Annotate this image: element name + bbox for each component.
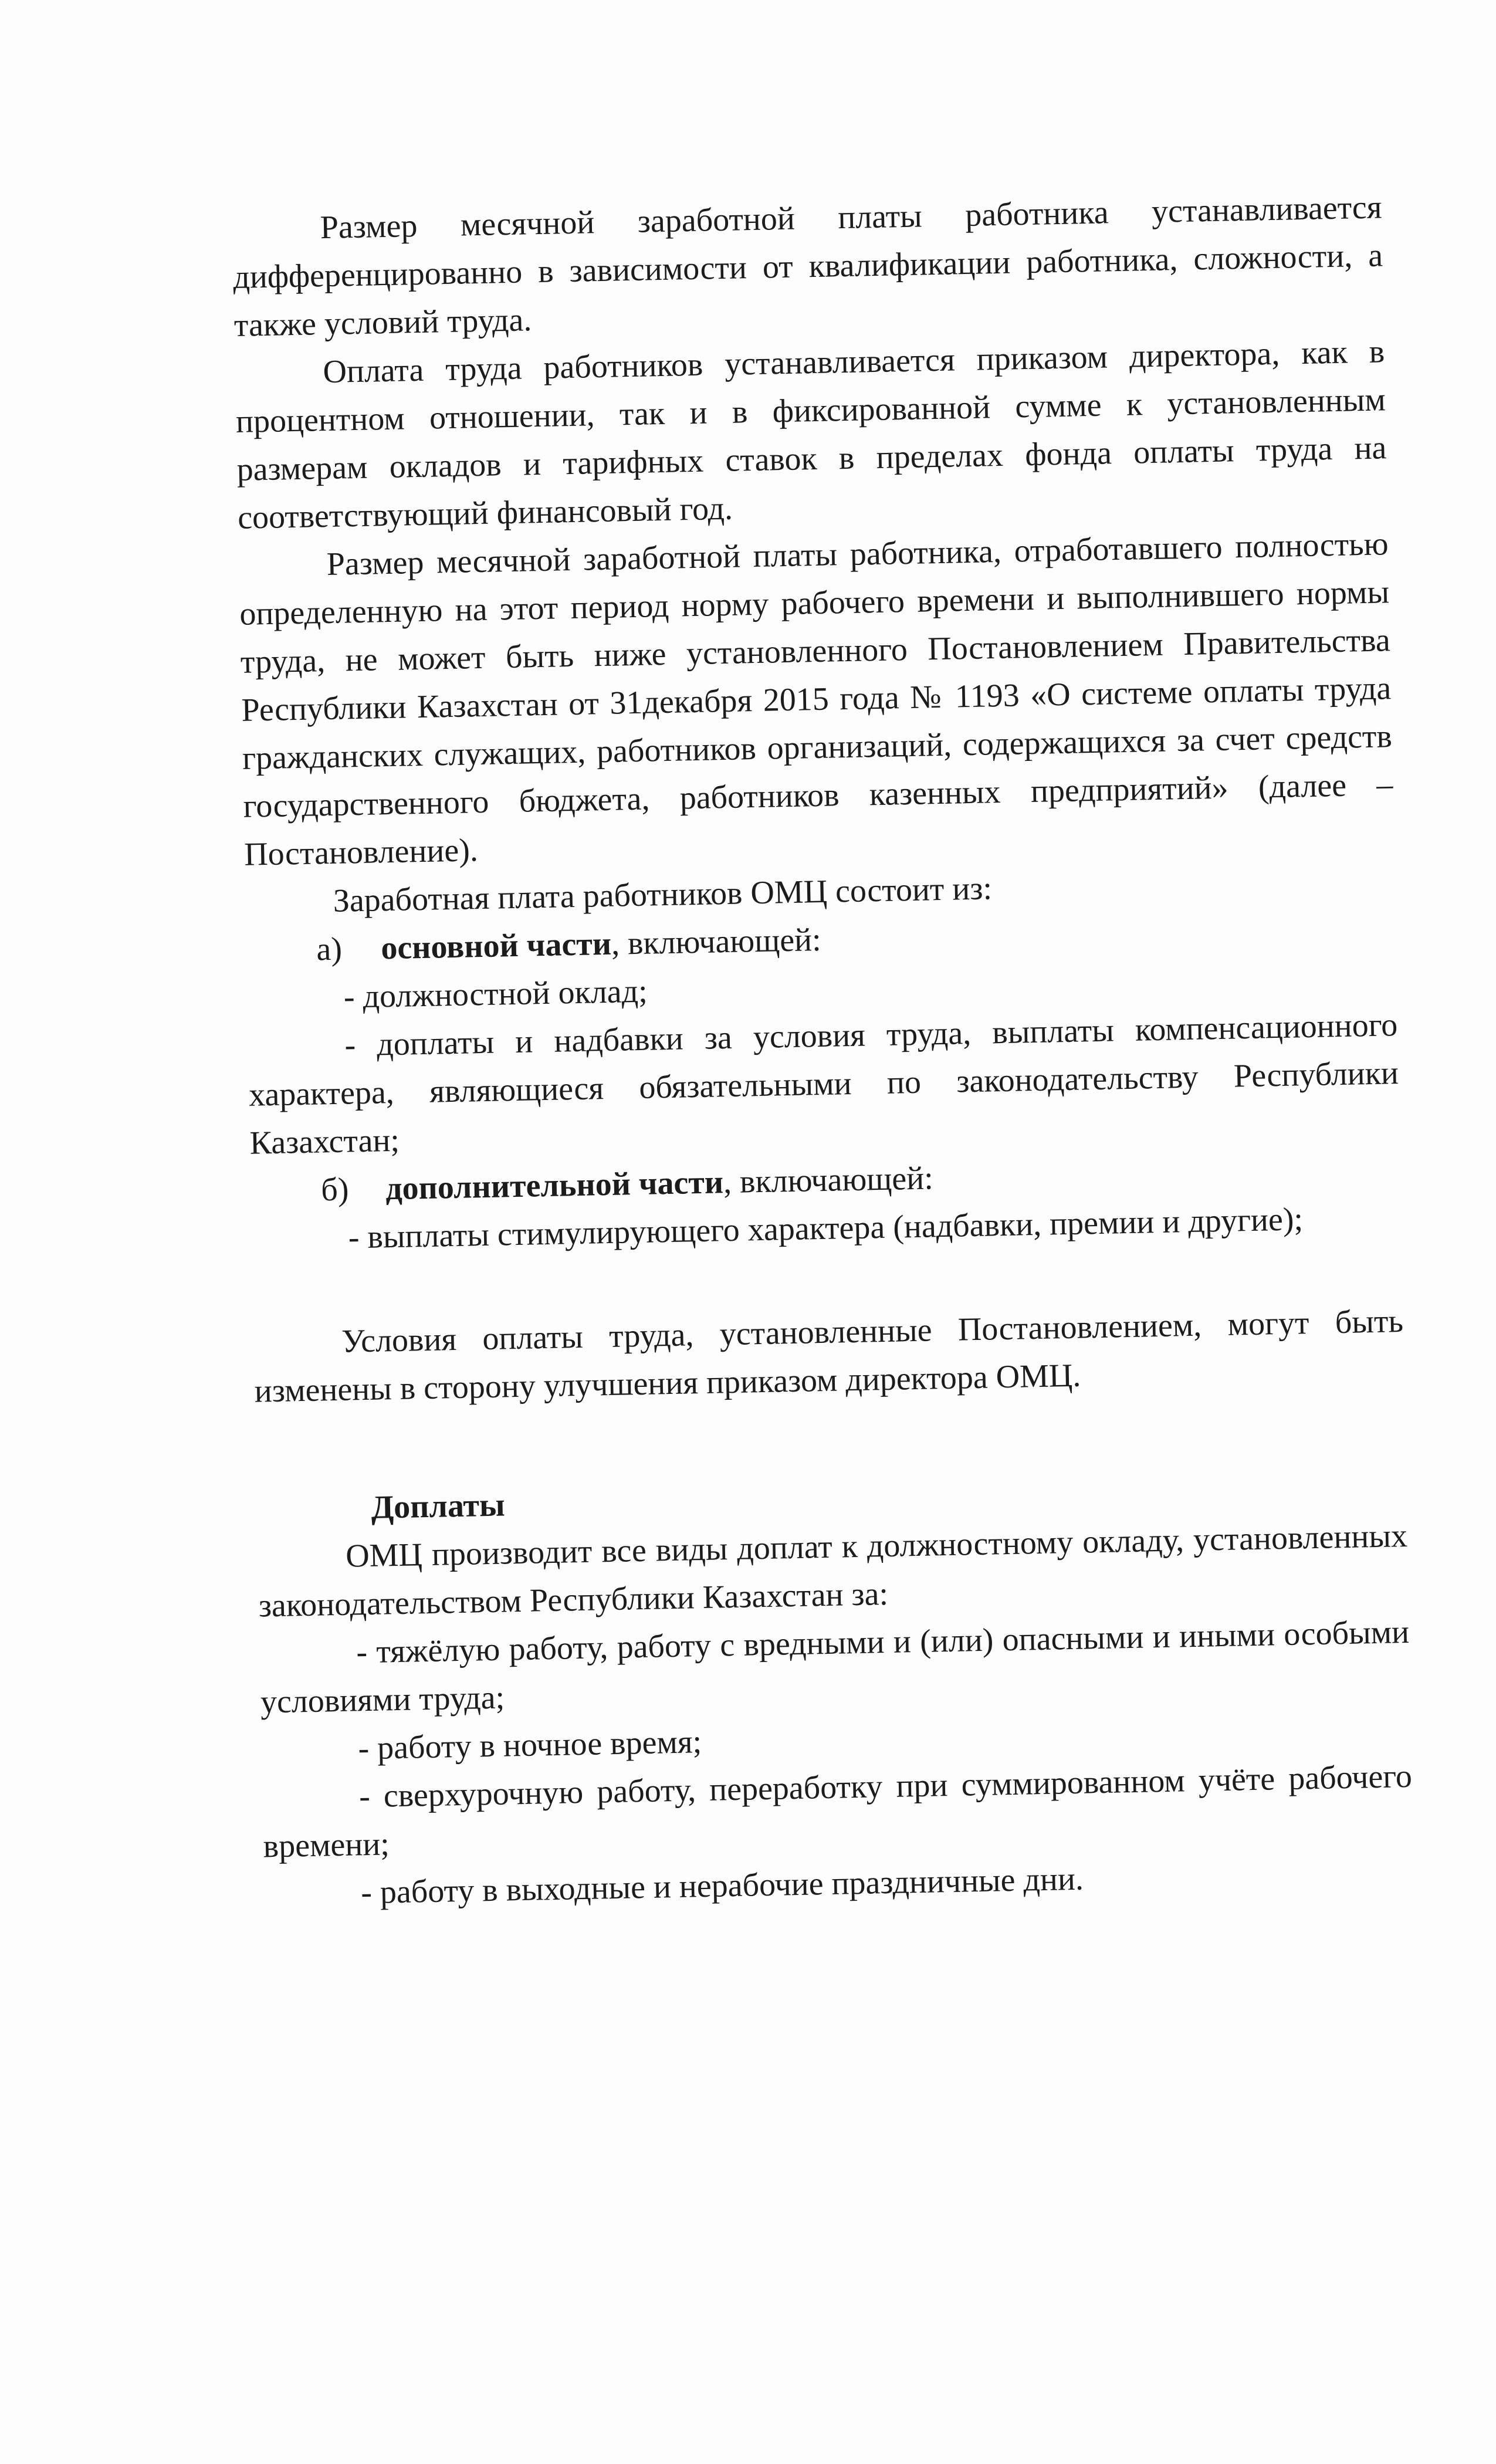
- paragraph-salary-composition: Заработная плата работников ОМЦ состоит из:: [333, 870, 993, 919]
- main-part-title: основной части: [380, 925, 612, 967]
- additional-part-title: дополнительной части: [385, 1164, 724, 1207]
- main-part-item-salary: - должностной оклад;: [343, 973, 648, 1016]
- surcharge-item-holidays: - работу в выходные и нерабочие праздничные дни.: [360, 1860, 1084, 1911]
- surcharge-item-hard-work: - тяжёлую работу, работу с вредными и (или) опасными и иными особыми условиями труда;: [260, 1613, 1410, 1721]
- paragraph-salary-minimum: Размер месячной заработной платы работника, отработавшего полностью определенную на этот период норму рабочего времени и выполнившего нормы труда, не может быть ниже установленного Постановлением Правительства Республики Казахстан от 31декабря 2015 года № 1193 «О системе оплаты труда гражданских служащих, работников организаций, содержащихся за счет средств государственного бюджета, работников казенных предприятий» (далее – Постановление).: [239, 526, 1393, 873]
- surcharge-item-overtime: - сверхурочную работу, переработку при суммированном учёте рабочего времени;: [263, 1758, 1413, 1865]
- document-body: [232, 183, 1414, 1918]
- list-marker-b: б): [320, 1171, 349, 1209]
- paragraph-salary-order: Оплата труда работников устанавливается приказом директора, как в процентном отношении, так и в фиксированной сумме к установленным размерам окладов и тарифных ставок в пределах фонда оплаты труда на соответствующий финансовый год.: [235, 333, 1387, 536]
- paragraph-surcharges-intro: ОМЦ производит все виды доплат к должностному окладу, установленных законодательством Республики Казахстан за:: [258, 1517, 1408, 1624]
- additional-part-item-incentives: - выплаты стимулирующего характера (надбавки, премии и другие);: [348, 1201, 1304, 1256]
- main-part-suffix: , включающей:: [611, 921, 822, 962]
- section-heading-surcharges: Доплаты: [371, 1487, 506, 1526]
- paragraph-salary-size: Размер месячной заработной платы работника устанавливается дифференцированно в зависимости от квалификации работника, сложности, а также условий труда.: [232, 189, 1383, 344]
- list-marker-a: а): [316, 930, 343, 968]
- main-part-item-allowances: - доплаты и надбавки за условия труда, выплаты компенсационного характера, являющиеся обязательными по законодательству Республики Казахстан;: [248, 1007, 1399, 1162]
- paragraph-conditions-improvement: Условия оплаты труда, установленные Постановлением, могут быть изменены в сторону улучшения приказом директора ОМЦ.: [254, 1303, 1404, 1410]
- surcharge-item-night-work: - работу в ночное время;: [357, 1724, 702, 1767]
- additional-part-suffix: , включающей:: [723, 1160, 934, 1201]
